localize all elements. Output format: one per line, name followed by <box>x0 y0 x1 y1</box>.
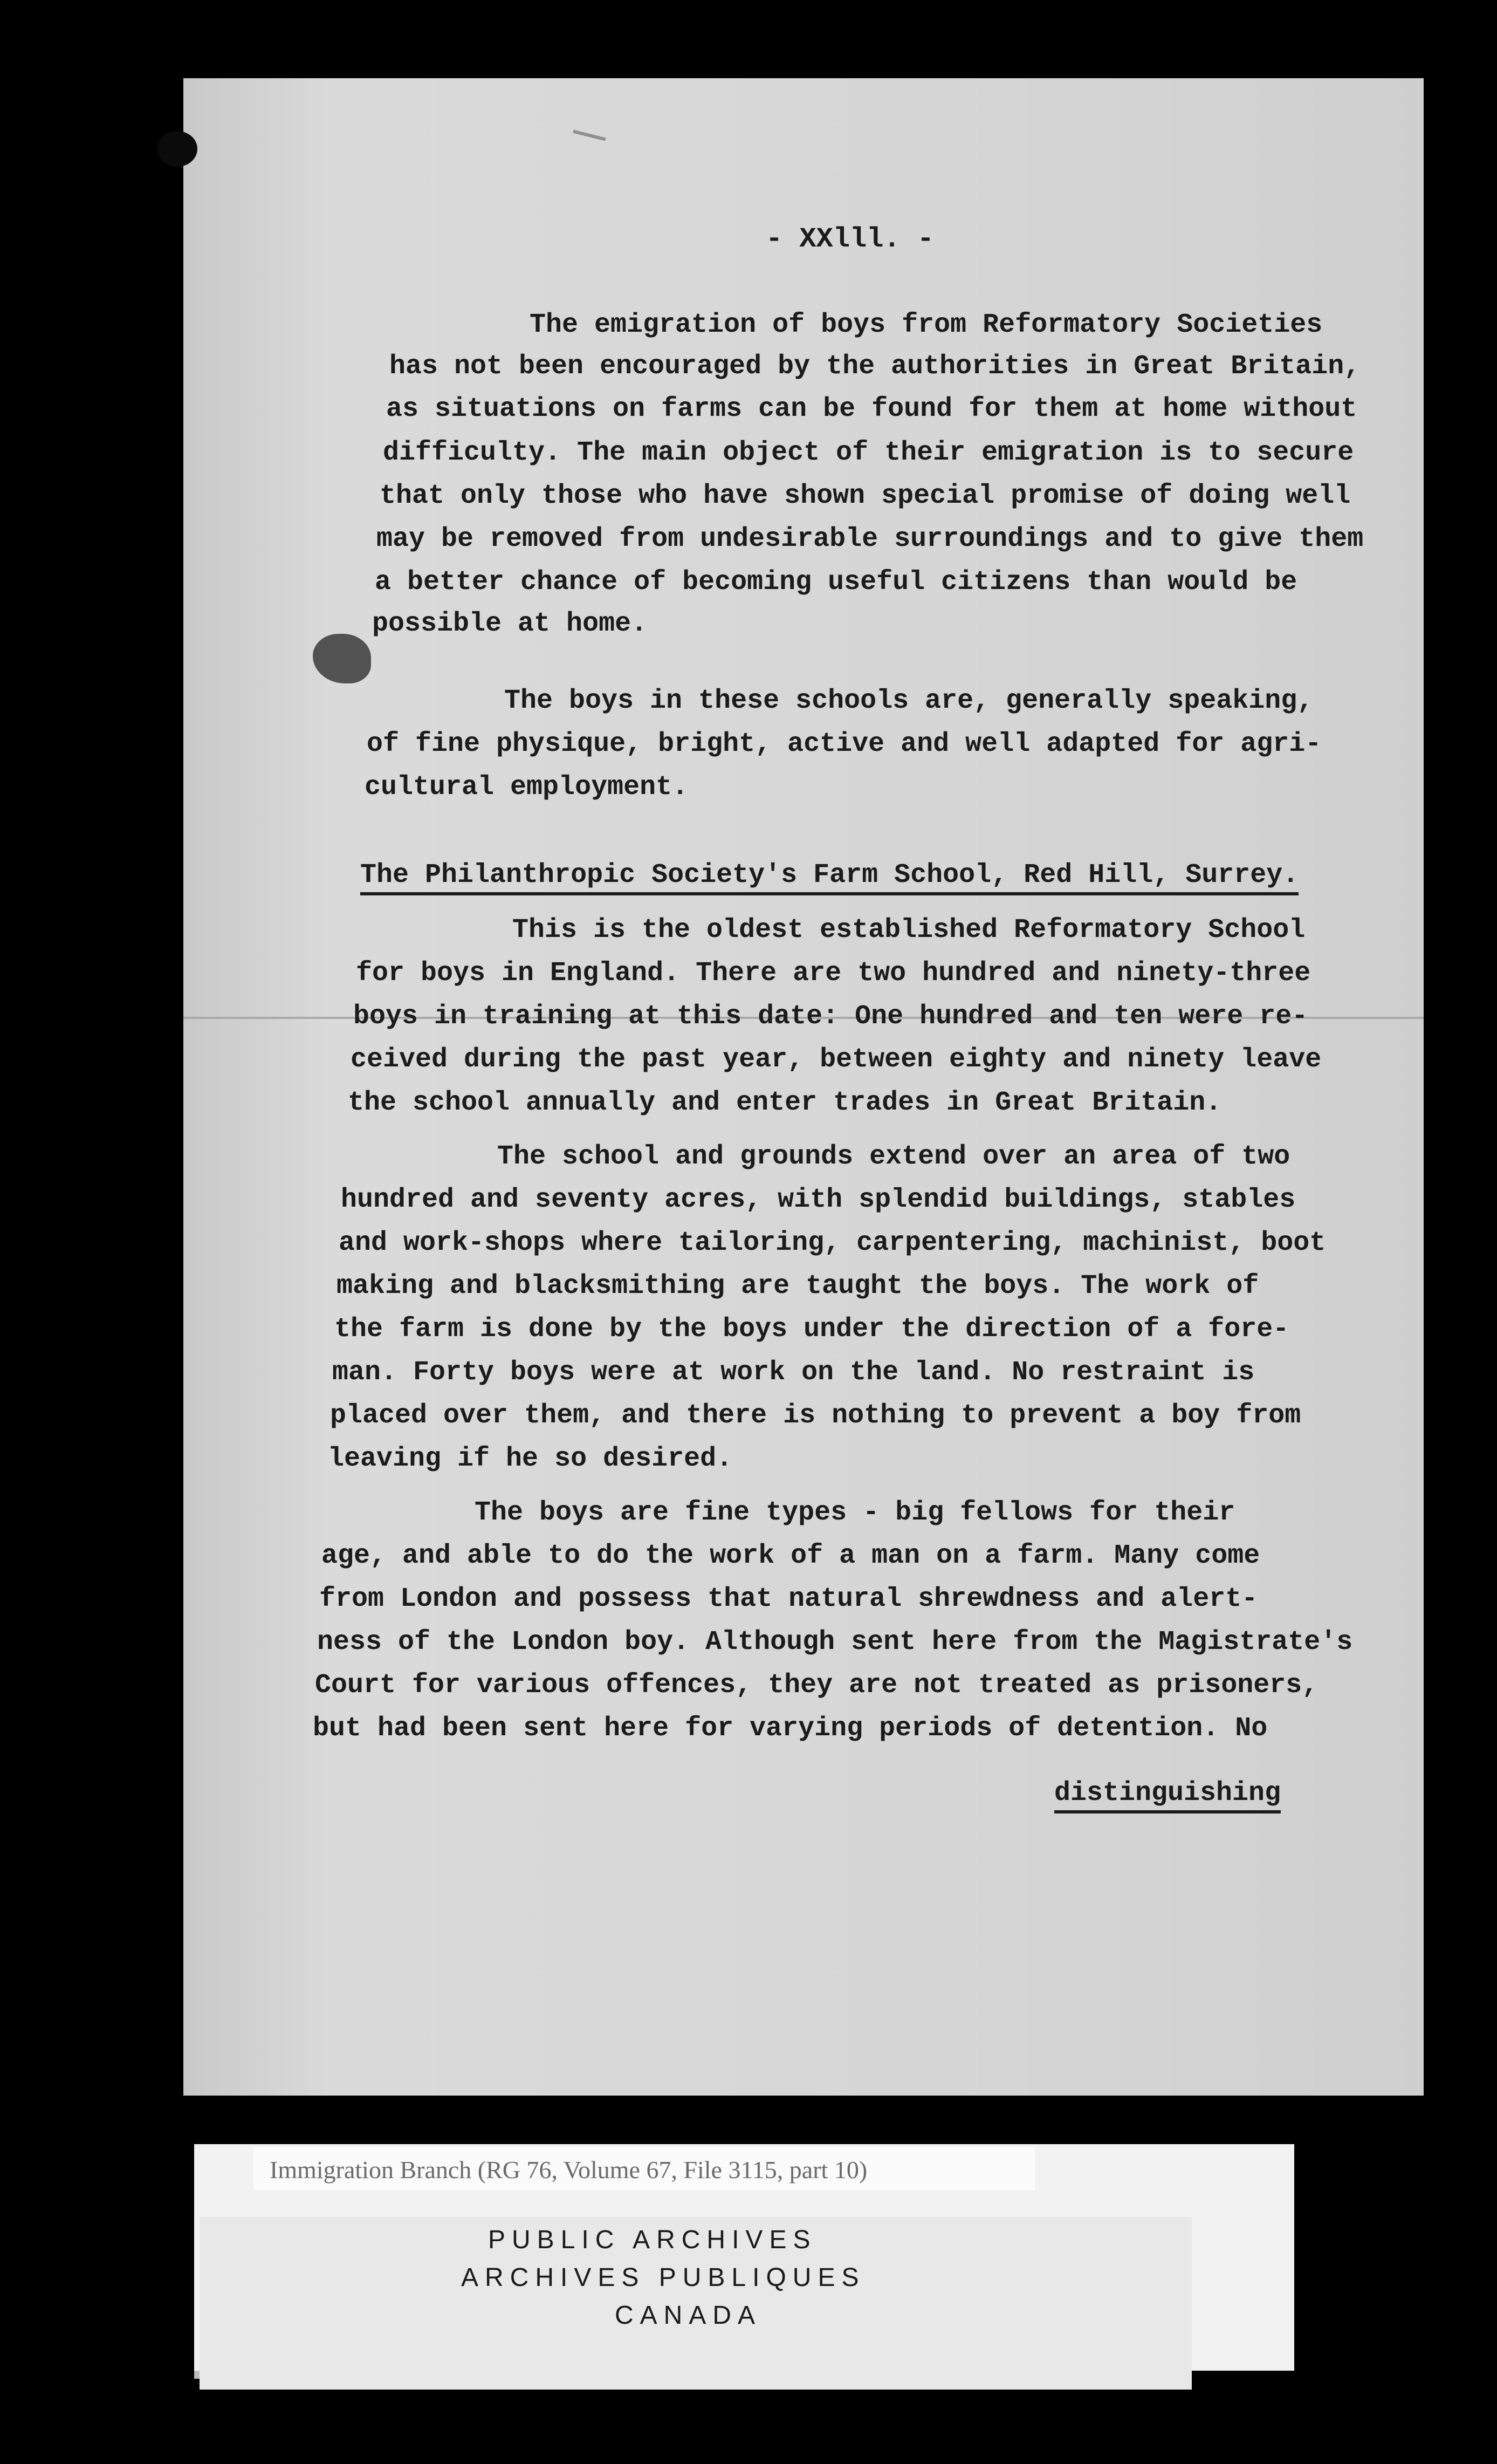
archive-line-publiques: ARCHIVES PUBLIQUES <box>461 2263 866 2292</box>
text-line: ceived during the past year, between eighty and ninety leave <box>351 1044 1322 1075</box>
text-line: The school and grounds extend over an area of two <box>497 1141 1290 1172</box>
text-line: but had been sent here for varying periods of detention. No <box>313 1713 1268 1744</box>
catchword: distinguishing <box>1054 1780 1281 1813</box>
text-line: and work-shops where tailoring, carpentering, machinist, boot <box>339 1228 1326 1258</box>
text-line: hundred and seventy acres, with splendid buildings, stables <box>341 1185 1296 1215</box>
text-line: possible at home. <box>372 608 648 639</box>
text-line: the farm is done by the boys under the direction of a fore- <box>334 1314 1289 1345</box>
text-line: as situations on farms can be found for them at home without <box>386 394 1357 425</box>
text-line: The emigration of boys from Reformatory Societies <box>530 310 1323 340</box>
archive-line-canada: CANADA <box>615 2301 762 2330</box>
text-line: the school annually and enter trades in Great Britain. <box>348 1087 1222 1118</box>
text-line: cultural employment. <box>365 772 689 803</box>
section-heading: The Philanthropic Society's Farm School, Red Hill, Surrey. <box>360 862 1299 895</box>
text-line: has not been encouraged by the authorities in Great Britain, <box>389 351 1361 382</box>
text-line: man. Forty boys were at work on the land. No restraint is <box>332 1357 1255 1388</box>
text-line: This is the oldest established Reformatory School <box>512 915 1306 946</box>
text-line: placed over them, and there is nothing to prevent a boy from <box>330 1400 1301 1431</box>
text-line: from London and possess that natural shrewdness and alert- <box>319 1584 1258 1614</box>
text-line: making and blacksmithing are taught the boys. The work of <box>337 1271 1259 1302</box>
text-line: Court for various offences, they are not treated as prisoners, <box>315 1670 1319 1701</box>
text-line: The boys in these schools are, generally speaking, <box>504 686 1314 716</box>
page-number: - XXlll. - <box>766 223 935 255</box>
text-line: The boys are fine types - big fellows for their <box>475 1497 1235 1528</box>
punch-hole-mark <box>157 131 197 167</box>
text-line: for boys in England. There are two hundred and ninety-three <box>356 958 1311 989</box>
text-line: age, and able to do the work of a man on a farm. Many come <box>321 1541 1260 1571</box>
text-line: that only those who have shown special promise of doing well <box>380 481 1351 511</box>
text-line: boys in training at this date: One hundred and ten were re- <box>353 1001 1308 1032</box>
text-line: a better chance of becoming useful citizens than would be <box>375 567 1297 598</box>
text-line: leaving if he so desired. <box>328 1443 733 1474</box>
archive-reference: Immigration Branch (RG 76, Volume 67, File 3115, part 10) <box>270 2156 868 2184</box>
text-line: may be removed from undesirable surroundings and to give them <box>376 524 1364 555</box>
archive-line-public: PUBLIC ARCHIVES <box>488 2226 817 2254</box>
text-line: difficulty. The main object of their emigration is to secure <box>383 437 1354 468</box>
text-line: ness of the London boy. Although sent here from the Magistrate's <box>317 1627 1353 1658</box>
text-line: of fine physique, bright, active and well adapted for agri- <box>367 729 1322 759</box>
